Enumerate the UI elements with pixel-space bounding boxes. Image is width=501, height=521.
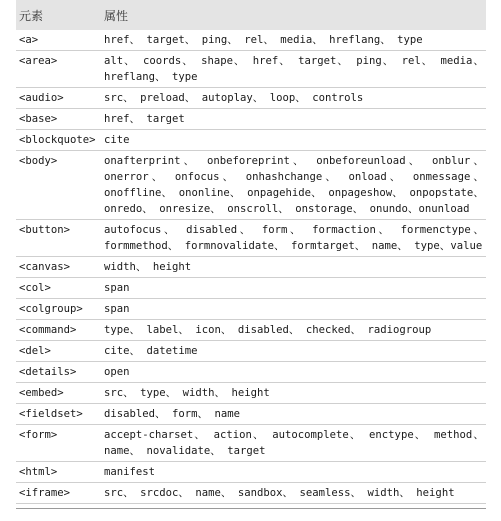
attribute-list: type、 label、 icon、 disabled、 checked、 radiogroup — [104, 324, 432, 336]
element-name: <col> — [19, 282, 51, 294]
element-name: <iframe> — [19, 487, 71, 499]
element-name: <command> — [19, 324, 77, 336]
attribute-list: open — [104, 366, 130, 378]
element-name: <button> — [19, 224, 71, 236]
element-name: <html> — [19, 466, 58, 478]
table-row — [16, 151, 486, 220]
attribute-list: autofocus、 disabled、 form、 formaction、 formenctype、 formmethod、 formnovalidate、 formtarget、 name、 type、value — [104, 224, 484, 252]
table-row — [16, 278, 486, 299]
table-row — [16, 220, 486, 257]
element-name: <details> — [19, 366, 77, 378]
table-row — [16, 88, 486, 109]
table-row — [16, 425, 486, 462]
attribute-list: src、 srcdoc、 name、 sandbox、 seamless、 width、 height — [104, 487, 455, 499]
element-name: <colgroup> — [19, 303, 83, 315]
attribute-list: manifest — [104, 466, 156, 478]
table-row — [16, 404, 486, 425]
element-name: <base> — [19, 113, 58, 125]
attribute-list: alt、 coords、 shape、 href、 target、 ping、 rel、 media、 hreflang、 type — [104, 55, 484, 83]
table-row — [16, 51, 486, 88]
element-name: <form> — [19, 429, 58, 441]
attribute-list: href、 target、 ping、 rel、 media、 hreflang、 type — [104, 34, 423, 46]
attribute-table — [16, 0, 486, 499]
attribute-list: cite — [104, 134, 130, 146]
attribute-list: width、 height — [104, 261, 192, 273]
table-row — [16, 109, 486, 130]
attribute-list: cite、 datetime — [104, 345, 198, 357]
element-name: <audio> — [19, 92, 64, 104]
table-row — [16, 341, 486, 362]
attribute-list: href、 target — [104, 113, 185, 125]
table-row — [16, 362, 486, 383]
header-attributes: 属性 — [104, 8, 129, 23]
table-row — [16, 462, 486, 483]
table-body — [16, 30, 486, 504]
page-divider — [16, 508, 486, 509]
table-header — [16, 0, 486, 30]
element-name: <del> — [19, 345, 51, 357]
header-element: 元素 — [19, 8, 44, 23]
table-row — [16, 383, 486, 404]
table-row — [16, 320, 486, 341]
attribute-list: src、 type、 width、 height — [104, 387, 270, 399]
table-row — [16, 483, 486, 504]
attribute-list: accept-charset、 action、 autocomplete、 enctype、 method、 name、 novalidate、 target — [104, 429, 484, 457]
attribute-list: span — [104, 303, 130, 315]
element-name: <embed> — [19, 387, 64, 399]
table-row — [16, 30, 486, 51]
table-row — [16, 257, 486, 278]
attribute-list: disabled、 form、 name — [104, 408, 240, 420]
table-row — [16, 299, 486, 320]
element-name: <area> — [19, 55, 58, 67]
element-name: <a> — [19, 34, 39, 46]
attribute-list: span — [104, 282, 130, 294]
element-name: <fieldset> — [19, 408, 83, 420]
element-name: <canvas> — [19, 261, 71, 273]
attribute-list: onafterprint、 onbeforeprint、 onbeforeunload、 onblur、 onerror、 onfocus、 onhashchange、 onload、 onmessage、onoffline、 ononline、 onpagehide、 onpageshow、 onpopstate、 onredo、 onresize、 onscroll、 onstorage、 onundo、onunload — [104, 155, 484, 215]
attribute-list: src、 preload、 autoplay、 loop、 controls — [104, 92, 364, 104]
table-row — [16, 130, 486, 151]
element-name: <body> — [19, 155, 58, 167]
element-name: <blockquote> — [19, 134, 96, 146]
